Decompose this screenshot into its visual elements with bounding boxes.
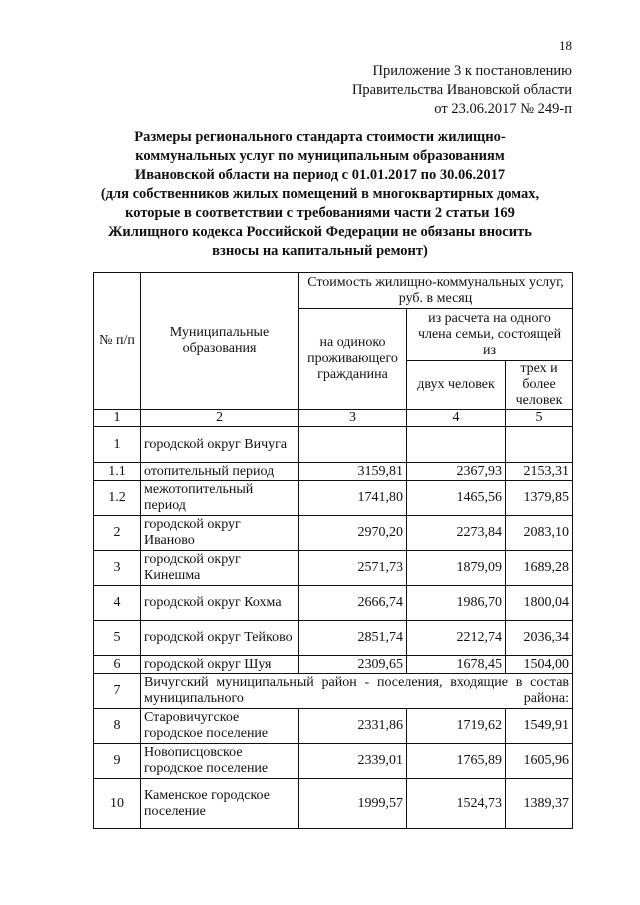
table-row <box>94 656 573 674</box>
row-value-three: 1549,91 <box>506 709 573 744</box>
row-num: 5 <box>94 621 141 656</box>
row-num: 3 <box>94 551 141 586</box>
header-num: № п/п <box>94 273 141 410</box>
row-num: 7 <box>94 674 141 709</box>
page-number: 18 <box>559 38 572 53</box>
table-row <box>94 481 573 516</box>
row-value-three: 1504,00 <box>506 656 573 674</box>
row-value-two: 2273,84 <box>407 516 506 551</box>
row-value-two: 1678,45 <box>407 656 506 674</box>
row-name: городской округ Кохма <box>141 586 299 621</box>
row-num: 4 <box>94 586 141 621</box>
cost-table <box>93 272 573 829</box>
column-number: 3 <box>299 410 407 427</box>
row-value-single: 2970,20 <box>299 516 407 551</box>
header-single: на одиноко проживающего гражданина <box>299 309 407 410</box>
appendix-line: Правительства Ивановской области <box>351 82 572 98</box>
row-name: Старовичугское городское поселение <box>141 709 299 744</box>
header-three: трех и более человек <box>506 361 573 410</box>
row-value-two: 1465,56 <box>407 481 506 516</box>
table-row <box>94 516 573 551</box>
row-name: Вичугский муниципальный район - поселения, входящие в состав муниципального района: <box>141 674 573 709</box>
header-municipality: Муниципальные образования <box>141 273 299 410</box>
header-cost: Стоимость жилищно-коммунальных услуг, руб. в месяц <box>299 273 573 309</box>
title-line: которые в соответствии с требованиями части 2 статьи 169 <box>125 205 515 221</box>
row-num: 10 <box>94 779 141 829</box>
row-name: отопительный период <box>141 463 299 481</box>
row-value-single: 2666,74 <box>299 586 407 621</box>
table-row <box>94 586 573 621</box>
row-value-single: 3159,81 <box>299 463 407 481</box>
row-value-single <box>299 427 407 463</box>
title-line: (для собственников жилых помещений в многоквартирных домах, <box>100 186 540 202</box>
column-number: 2 <box>141 410 299 427</box>
row-name: городской округ Иваново <box>141 516 299 551</box>
row-value-single: 2331,86 <box>299 709 407 744</box>
row-name: Новописцовское городское поселение <box>141 744 299 779</box>
table-row <box>94 427 573 463</box>
table-row <box>94 551 573 586</box>
row-value-two: 1879,09 <box>407 551 506 586</box>
row-value-single: 2309,65 <box>299 656 407 674</box>
row-value-two: 1524,73 <box>407 779 506 829</box>
row-value-two: 1719,62 <box>407 709 506 744</box>
row-value-single: 2339,01 <box>299 744 407 779</box>
title-line: взносы на капитальный ремонт) <box>212 243 428 259</box>
table-header <box>94 273 573 427</box>
row-name: городской округ Тейково <box>141 621 299 656</box>
row-value-single: 2851,74 <box>299 621 407 656</box>
row-value-two <box>407 427 506 463</box>
row-value-three: 1389,37 <box>506 779 573 829</box>
row-value-three: 2083,10 <box>506 516 573 551</box>
table-row <box>94 709 573 744</box>
row-value-three: 1689,28 <box>506 551 573 586</box>
row-value-three: 1800,04 <box>506 586 573 621</box>
title-line: Жилищного кодекса Российской Федерации не обязаны вносить <box>108 224 532 240</box>
row-value-single: 1999,57 <box>299 779 407 829</box>
row-value-two: 2212,74 <box>407 621 506 656</box>
row-name: межотопительный период <box>141 481 299 516</box>
row-num: 1.2 <box>94 481 141 516</box>
row-num: 9 <box>94 744 141 779</box>
title-line: Ивановской области на период с 01.01.2017 по 30.06.2017 <box>134 167 506 183</box>
row-num: 6 <box>94 656 141 674</box>
column-number: 5 <box>506 410 573 427</box>
header-two: двух человек <box>407 361 506 410</box>
appendix-note <box>352 62 572 119</box>
row-value-three <box>506 427 573 463</box>
row-name: городской округ Кинешма <box>141 551 299 586</box>
column-number: 1 <box>94 410 141 427</box>
row-value-three: 1379,85 <box>506 481 573 516</box>
row-num: 8 <box>94 709 141 744</box>
row-value-two: 1986,70 <box>407 586 506 621</box>
table-row <box>94 779 573 829</box>
appendix-line: Приложение 3 к постановлению <box>372 63 572 79</box>
column-number: 4 <box>407 410 506 427</box>
row-value-two: 2367,93 <box>407 463 506 481</box>
row-value-three: 2036,34 <box>506 621 573 656</box>
row-value-single: 1741,80 <box>299 481 407 516</box>
row-value-three: 2153,31 <box>506 463 573 481</box>
row-name: городской округ Шуя <box>141 656 299 674</box>
row-num: 1 <box>94 427 141 463</box>
appendix-line: от 23.06.2017 № 249-п <box>434 101 572 117</box>
table-row <box>94 674 573 709</box>
row-num: 2 <box>94 516 141 551</box>
row-num: 1.1 <box>94 463 141 481</box>
title-line: Размеры регионального стандарта стоимости жилищно- <box>134 129 506 145</box>
table-body <box>94 427 573 829</box>
table-row <box>94 463 573 481</box>
row-name: городской округ Вичуга <box>141 427 299 463</box>
header-family: из расчета на одного члена семьи, состоящей из <box>407 309 573 361</box>
table-row <box>94 621 573 656</box>
document-title <box>95 128 545 261</box>
table-row <box>94 744 573 779</box>
row-value-three: 1605,96 <box>506 744 573 779</box>
row-name: Каменское городское поселение <box>141 779 299 829</box>
row-value-single: 2571,73 <box>299 551 407 586</box>
row-value-two: 1765,89 <box>407 744 506 779</box>
title-line: коммунальных услуг по муниципальным образованиям <box>135 148 505 164</box>
